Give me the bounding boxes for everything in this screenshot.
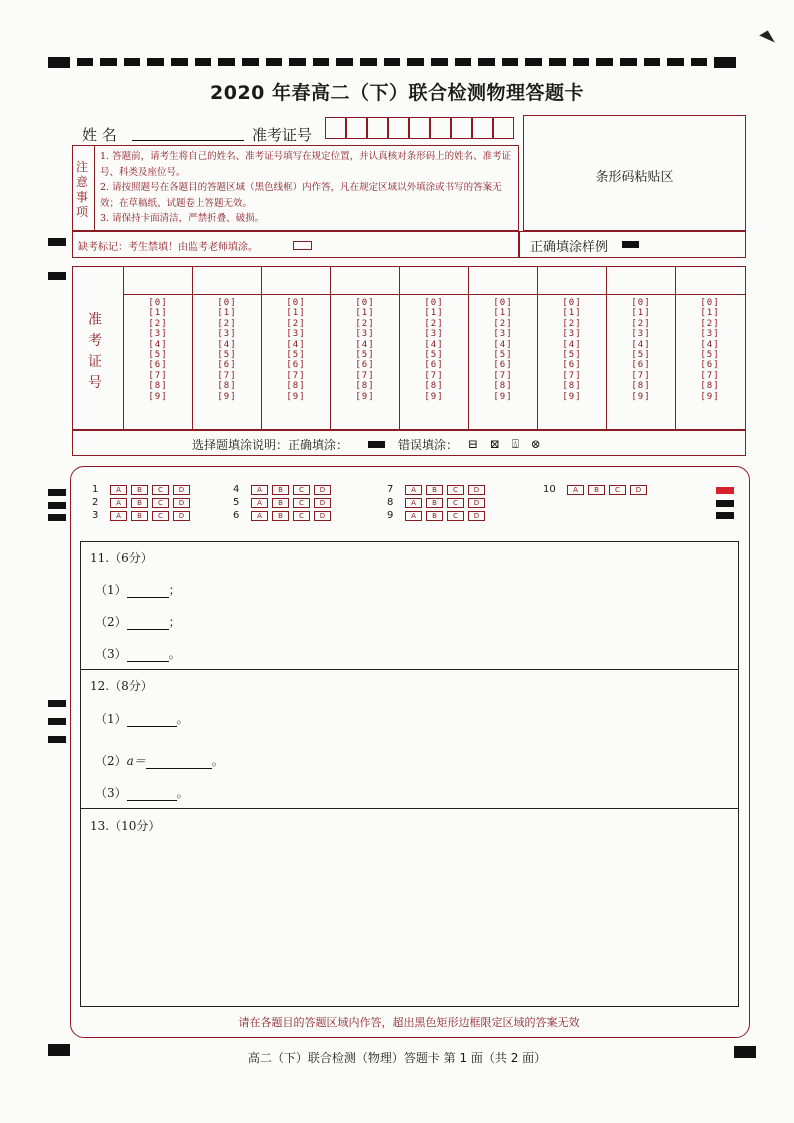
q11-part1[interactable]: （1） ； — [95, 583, 181, 597]
id-box[interactable] — [430, 117, 451, 139]
id-box[interactable] — [409, 117, 430, 139]
digit-column[interactable]: [0] [1] [2] [3] [4] [5] [6] [7] [8] [9] — [217, 298, 237, 402]
barcode-label: 条形码粘贴区 — [595, 170, 674, 185]
timing-marks-top — [48, 56, 736, 68]
digit-column[interactable]: [0] [1] [2] [3] [4] [5] [6] [7] [8] [9] — [700, 298, 720, 402]
mcq-row[interactable]: 4 A B C D — [233, 484, 331, 495]
notice-list — [100, 149, 518, 227]
id-box[interactable] — [451, 117, 472, 139]
wrong-fill-examples: ⊟ ⊠ ⍍ ⊗ — [468, 437, 545, 451]
mcq-row[interactable]: 1 A B C D — [92, 484, 190, 495]
mc-instruction: 选择题填涂说明：正确填涂： — [192, 438, 349, 452]
timing-mark — [48, 502, 66, 509]
id-box[interactable] — [493, 117, 514, 139]
mcq-row[interactable]: 5 A B C D — [233, 497, 331, 508]
id-box[interactable] — [367, 117, 388, 139]
id-box[interactable] — [346, 117, 367, 139]
correct-fill-mark — [368, 441, 385, 448]
mcq-row[interactable]: 9 A B C D — [387, 510, 485, 521]
corner-mark — [759, 30, 775, 47]
footer-text: 高二（下）联合检测（物理）答题卡 第 1 面（共 2 面） — [247, 1051, 547, 1065]
digit-column[interactable]: [0] [1] [2] [3] [4] [5] [6] [7] [8] [9] — [355, 298, 375, 402]
timing-mark — [48, 718, 66, 725]
digit-column[interactable]: [0] [1] [2] [3] [4] [5] [6] [7] [8] [9] — [562, 298, 582, 402]
notice-item: 1. 答题前，请考生将自己的姓名、准考证号填写在规定位置，并认真核对条形码上的姓名、准考证号、科类及座位号。 — [100, 151, 512, 178]
timing-mark — [48, 700, 66, 707]
mcq-row[interactable]: 7 A B C D — [387, 484, 485, 495]
page-title: 2020 年春高二（下）联合检测物理答题卡 — [210, 82, 584, 104]
digit-column[interactable]: [0] [1] [2] [3] [4] [5] [6] [7] [8] [9] — [148, 298, 168, 402]
q13-heading: 13.（10分） — [90, 819, 161, 833]
notice-item: 2. 请按照题号在各题目的答题区域（黑色线框）内作答，凡在规定区域以外填涂或书写的答案无效；在草稿纸、试题卷上答题无效。 — [100, 182, 502, 209]
sample-filled-mark — [622, 241, 639, 248]
id-box[interactable] — [472, 117, 493, 139]
q12-part1[interactable]: （1） 。 — [95, 712, 189, 726]
timing-mark — [48, 238, 66, 246]
mcq-row[interactable]: 10 A B C D — [543, 484, 647, 495]
mcq-row[interactable]: 3 A B C D — [92, 510, 190, 521]
q12-part3[interactable]: （3） 。 — [95, 786, 189, 800]
name-label: 姓 名 — [82, 126, 117, 144]
timing-mark — [716, 512, 734, 519]
timing-mark — [48, 514, 66, 521]
id-box[interactable] — [325, 117, 346, 139]
timing-mark — [48, 272, 66, 280]
q11-part2[interactable]: （2） ； — [95, 615, 181, 629]
absent-label: 缺考标记：考生禁填！由监考老师填涂。 — [78, 242, 258, 253]
digit-column[interactable]: [0] [1] [2] [3] [4] [5] [6] [7] [8] [9] — [493, 298, 513, 402]
mcq-row[interactable]: 8 A B C D — [387, 497, 485, 508]
q13-box[interactable] — [80, 808, 739, 1007]
digit-column[interactable]: [0] [1] [2] [3] [4] [5] [6] [7] [8] [9] — [631, 298, 651, 402]
mcq-row[interactable]: 6 A B C D — [233, 510, 331, 521]
exam-id-label: 准考证号 — [252, 126, 313, 144]
q12-heading: 12.（8分） — [90, 679, 153, 693]
digit-column[interactable]: [0] [1] [2] [3] [4] [5] [6] [7] [8] [9] — [424, 298, 444, 402]
timing-mark-red — [716, 487, 734, 494]
mcq-row[interactable]: 2 A B C D — [92, 497, 190, 508]
absent-checkbox[interactable] — [293, 241, 312, 250]
q11-part3[interactable]: （3） 。 — [95, 647, 181, 661]
sample-label: 正确填涂样例 — [530, 240, 609, 255]
q12-part2[interactable]: （2）a＝ 。 — [95, 754, 224, 768]
notice-label: 注意事项 — [76, 160, 89, 219]
name-field[interactable] — [132, 140, 244, 141]
id-box[interactable] — [388, 117, 409, 139]
q11-heading: 11.（6分） — [90, 551, 153, 565]
bottom-warning: 请在各题目的答题区域内作答，超出黑色矩形边框限定区域的答案无效 — [238, 1016, 580, 1029]
mc-wrong-label: 错误填涂： — [398, 438, 459, 452]
timing-mark — [48, 489, 66, 496]
timing-mark — [716, 500, 734, 507]
timing-mark — [48, 736, 66, 743]
digit-column[interactable]: [0] [1] [2] [3] [4] [5] [6] [7] [8] [9] — [286, 298, 306, 402]
notice-item: 3. 请保持卡面清洁，严禁折叠、破损。 — [100, 213, 265, 224]
zkzh-label: 准考证号 — [88, 312, 102, 391]
